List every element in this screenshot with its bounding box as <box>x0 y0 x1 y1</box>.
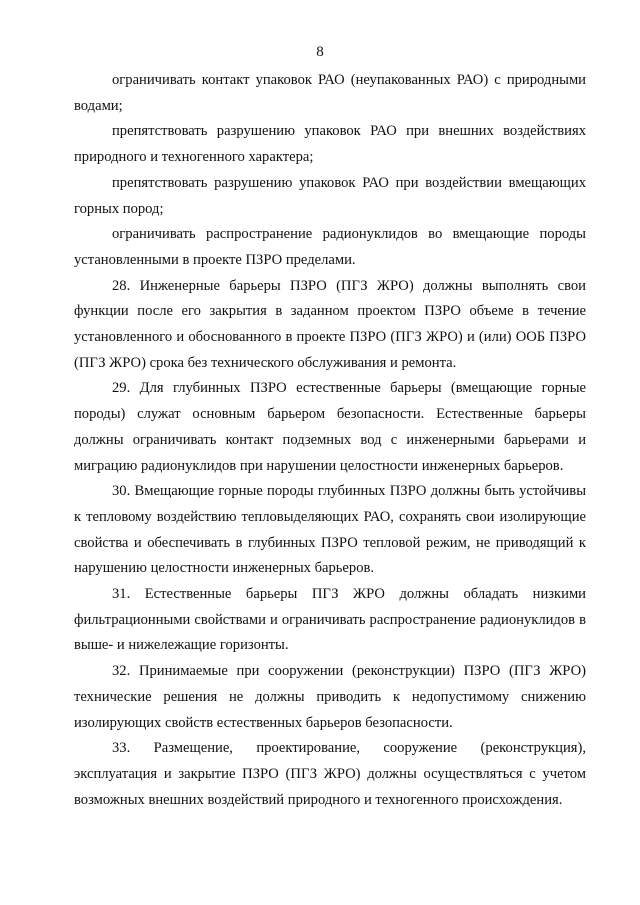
paragraph-2: препятствовать разрушению упаковок РАО при внешних воздействиях природного и техногенного характера; <box>74 123 586 166</box>
paragraph-4: ограничивать распространение радионуклидов во вмещающие породы установленными в проекте ПЗРО пределами. <box>74 226 586 268</box>
paragraph-30: 30. Вмещающие горные породы глубинных ПЗРО должны быть устойчивы к тепловому воздействию тепловыделяющих РАО, сохранять свои изолирующие свойства и обеспечивать в глубинных ПЗРО тепловой режим, не приводящий к нарушению целостности инженерных барьеров. <box>74 483 586 577</box>
paragraph-33: 33. Размещение, проектирование, сооружение (реконструкция), эксплуатация и закрытие ПЗРО (ПГЗ ЖРО) должны осуществляться с учетом возможных внешних воздействий природного и техногенного происхождения. <box>74 740 586 808</box>
paragraph-3: препятствовать разрушению упаковок РАО при воздействии вмещающих горных пород; <box>74 174 586 217</box>
paragraph-1: ограничивать контакт упаковок РАО (неупакованных РАО) с природными водами; <box>74 72 586 114</box>
page-number: 8 <box>316 44 324 60</box>
paragraph-28: 28. Инженерные барьеры ПЗРО (ПГЗ ЖРО) должны выполнять свои функции после его закрытия в заданном проектом ПЗРО объеме в течение установленного и обоснованного в проекте ПЗРО (ПГЗ ЖРО) и (или) ООБ ПЗРО (ПГЗ ЖРО) срока без технического обслуживания и ремонта. <box>74 277 586 371</box>
paragraph-31: 31. Естественные барьеры ПГЗ ЖРО должны обладать низкими фильтрационными свойствами и ограничивать распространение радионуклидов в выше- и нижележащие горизонты. <box>74 586 586 654</box>
paragraph-29: 29. Для глубинных ПЗРО естественные барьеры (вмещающие горные породы) служат основным барьером безопасности. Естественные барьеры должны ограничивать контакт подземных вод с инженерными барьерами и миграцию радионуклидов при нарушении целостности инженерных барьеров. <box>74 380 586 474</box>
paragraph-32: 32. Принимаемые при сооружении (реконструкции) ПЗРО (ПГЗ ЖРО) технические решения не должны приводить к недопустимому снижению изолирующих свойств естественных барьеров безопасности. <box>74 663 586 731</box>
document-body <box>74 68 586 813</box>
